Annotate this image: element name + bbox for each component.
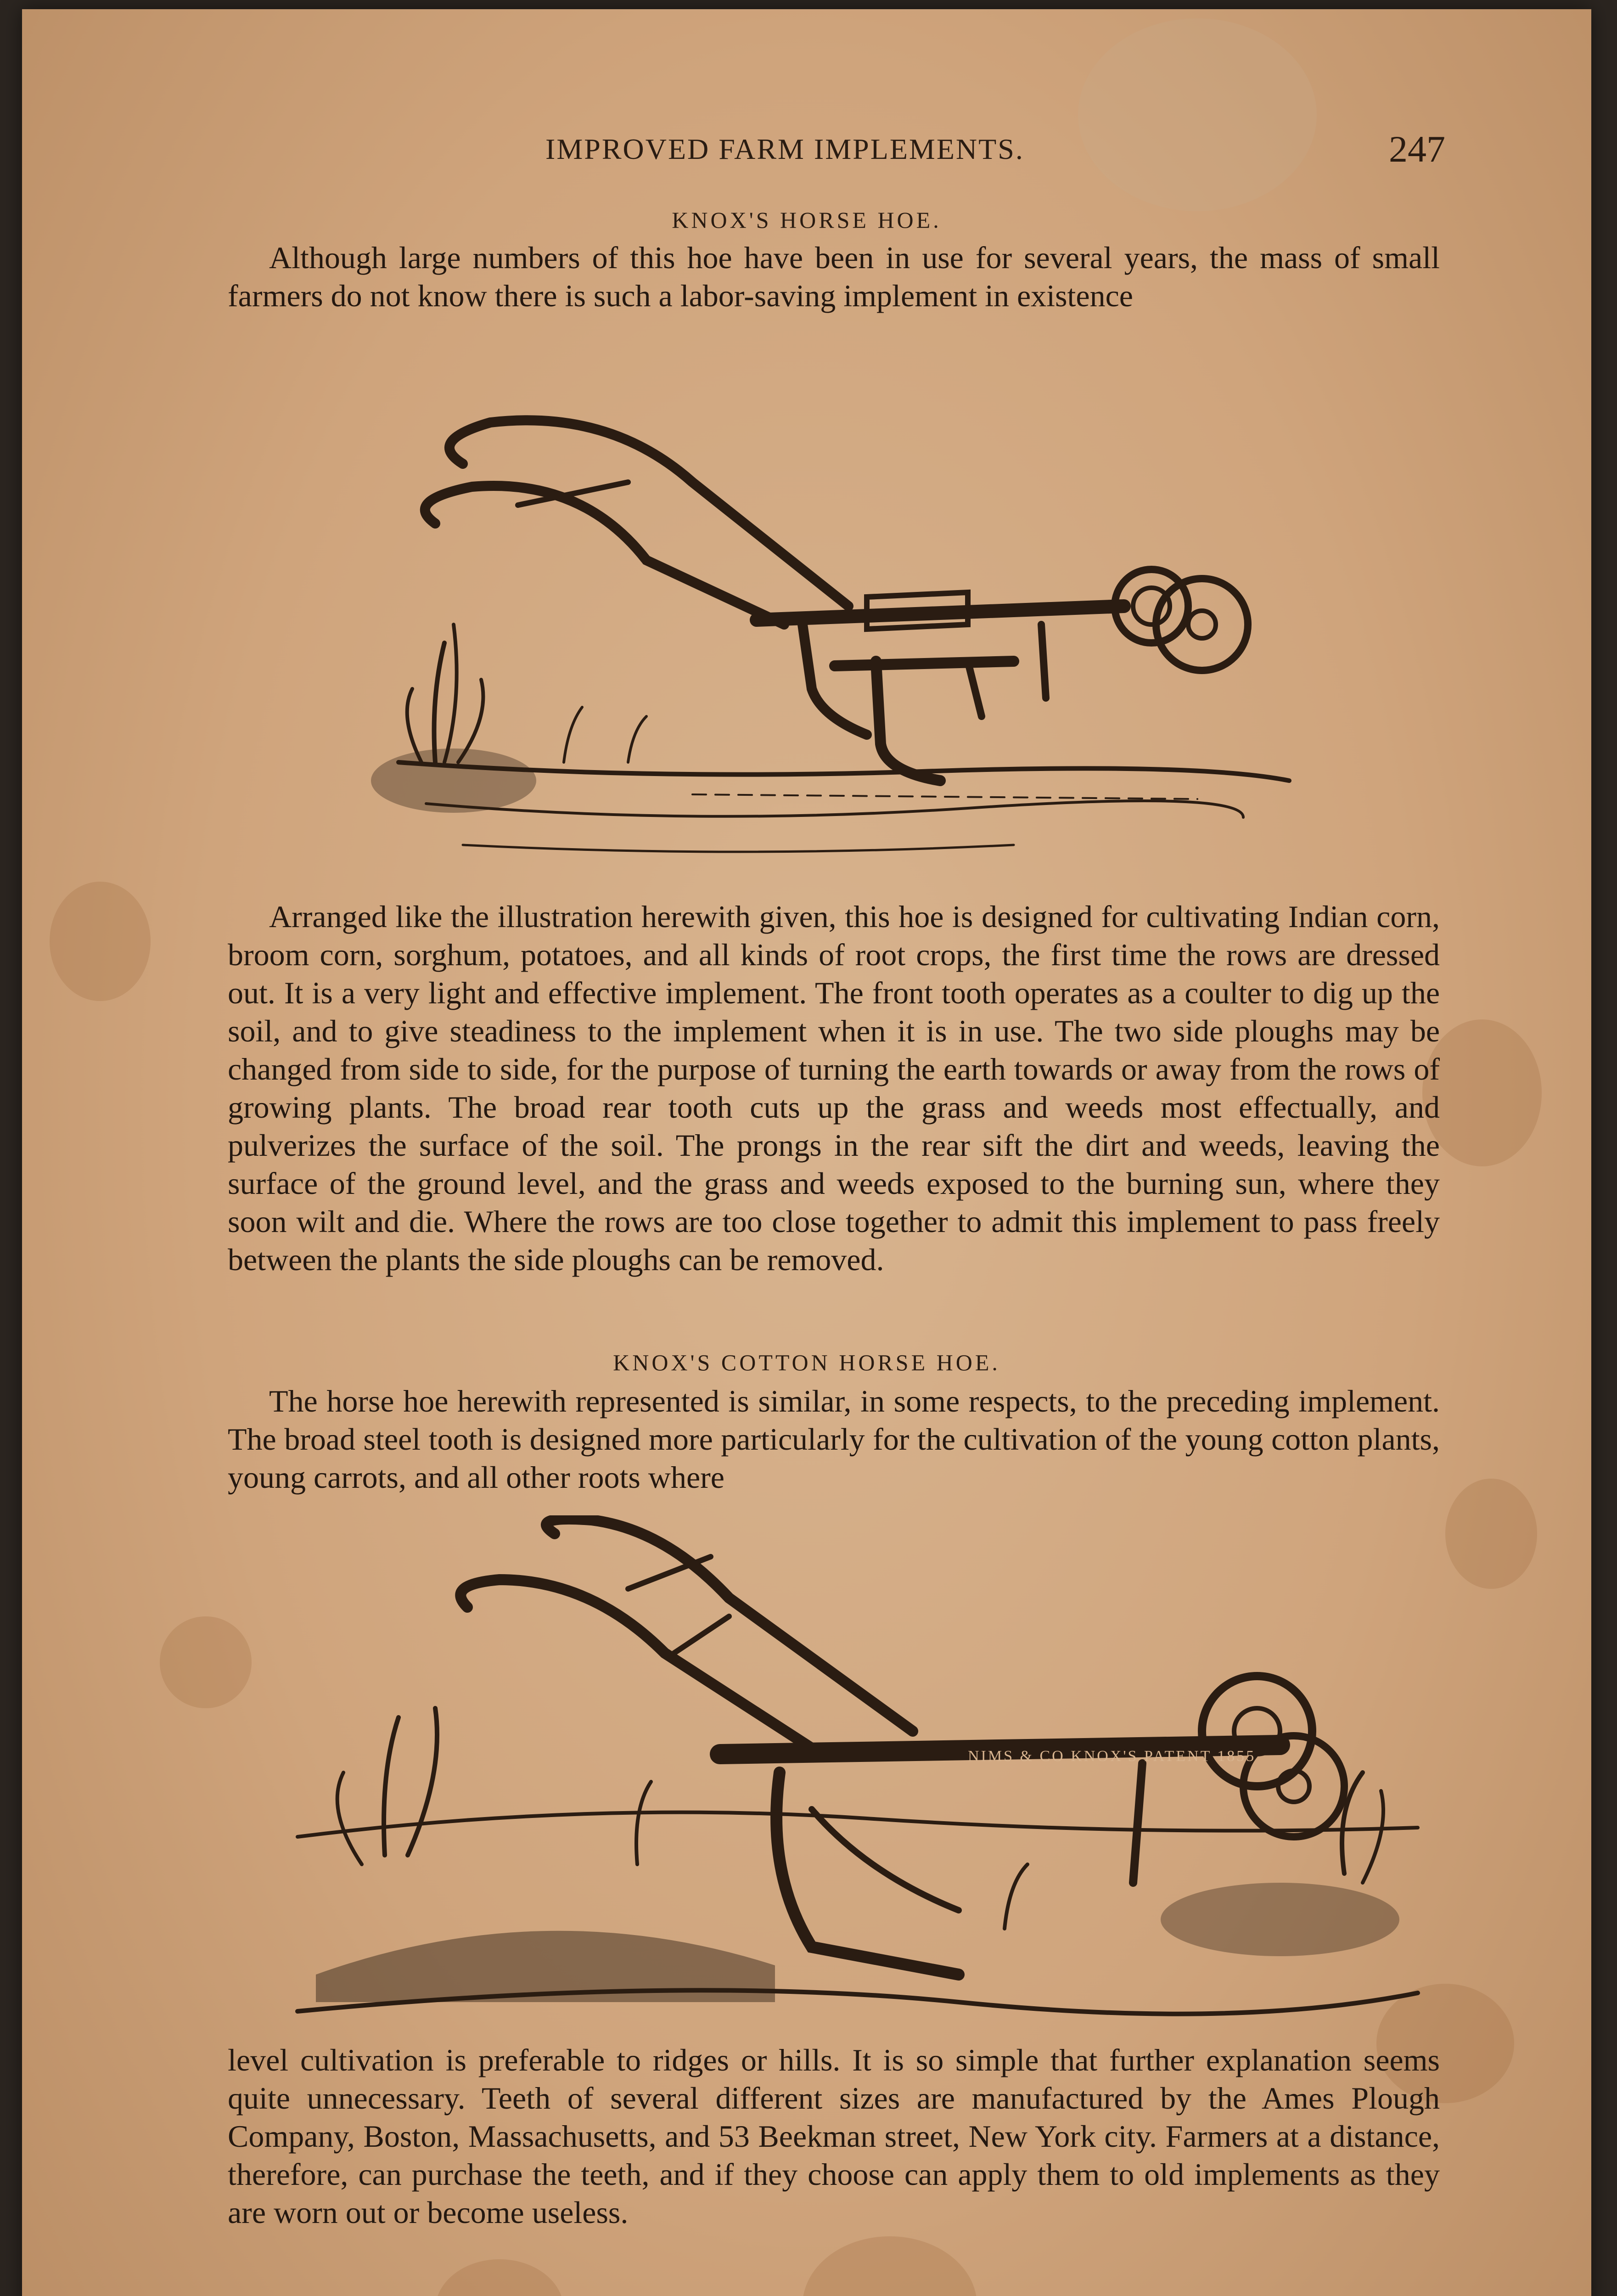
- cotton-intro-text: The horse hoe herewith represented is similar, in some respects, to the preceding implement. The broad steel tooth is designed more particularly for the cultivation of the young cotton plants, young carrots, and all other roots where: [228, 1384, 1440, 1495]
- cotton-continuation-paragraph: [228, 2041, 1440, 2232]
- book-page: [22, 9, 1591, 2296]
- page-number: 247: [1389, 128, 1445, 170]
- body-paragraph-horse-hoe: [228, 898, 1440, 1279]
- stain: [1422, 1019, 1542, 1166]
- intro-text: Although large numbers of this hoe have been in use for several years, the mass of small farmers do not know there is such a labor-saving implement in existence: [228, 240, 1440, 313]
- body-text: Arranged like the illustration herewith given, this hoe is designed for cultivating Indian corn, broom corn, sorghum, potatoes, and all kinds of root crops, the first time the rows are dressed out. It is a very light and effective implement. The front tooth operates as a coulter to dig up the soil, and to give steadiness to the implement when it is in use. The two side ploughs may be changed from side to side, for the purpose of turning the earth towards or away from the rows of growing plants. The broad rear tooth cuts up the grass and weeds most effectually, and pulverizes the surface of the soil. The prongs in the rear sift the dirt and weeds, leaving the surface of the ground level, and the grass and weeds exposed to the burning sun, where they soon wilt and die. Where the rows are too close together to admit this implement to pass freely between the plants the side ploughs can be removed.: [228, 899, 1440, 1277]
- intro-paragraph: [228, 239, 1440, 315]
- stain: [50, 882, 151, 1001]
- section-title-horse-hoe: KNOX'S HORSE HOE.: [672, 207, 942, 233]
- cotton-horse-hoe-engraving: [270, 1515, 1436, 2030]
- horse-hoe-engraving: [371, 367, 1317, 882]
- stain: [1445, 1479, 1537, 1589]
- stain: [435, 2259, 564, 2296]
- page-header: [545, 128, 1445, 178]
- stain: [803, 2236, 977, 2296]
- stain: [1078, 18, 1317, 211]
- horse-hoe-illustration: [371, 367, 1317, 882]
- beam-inscription: NIMS & CO KNOX'S PATENT 1855: [968, 1748, 1256, 1765]
- cotton-intro-paragraph: [228, 1382, 1440, 1497]
- section-title-cotton-horse-hoe: KNOX'S COTTON HORSE HOE.: [613, 1350, 1000, 1375]
- cotton-horse-hoe-illustration: [270, 1515, 1436, 2030]
- cotton-continuation-text: level cultivation is preferable to ridges or hills. It is so simple that further explanation seems quite unnecessary. Teeth of several different sizes are manufactured by the Ames Plough Company, Boston, Massachusetts, and 53 Beekman street, New York city. Farmers at a distance, therefore, can purchase the teeth, and if they choose can apply them to old implements as they are worn out or become useless.: [228, 2043, 1440, 2230]
- stain: [160, 1616, 252, 1708]
- running-head: IMPROVED FARM IMPLEMENTS.: [545, 133, 1024, 165]
